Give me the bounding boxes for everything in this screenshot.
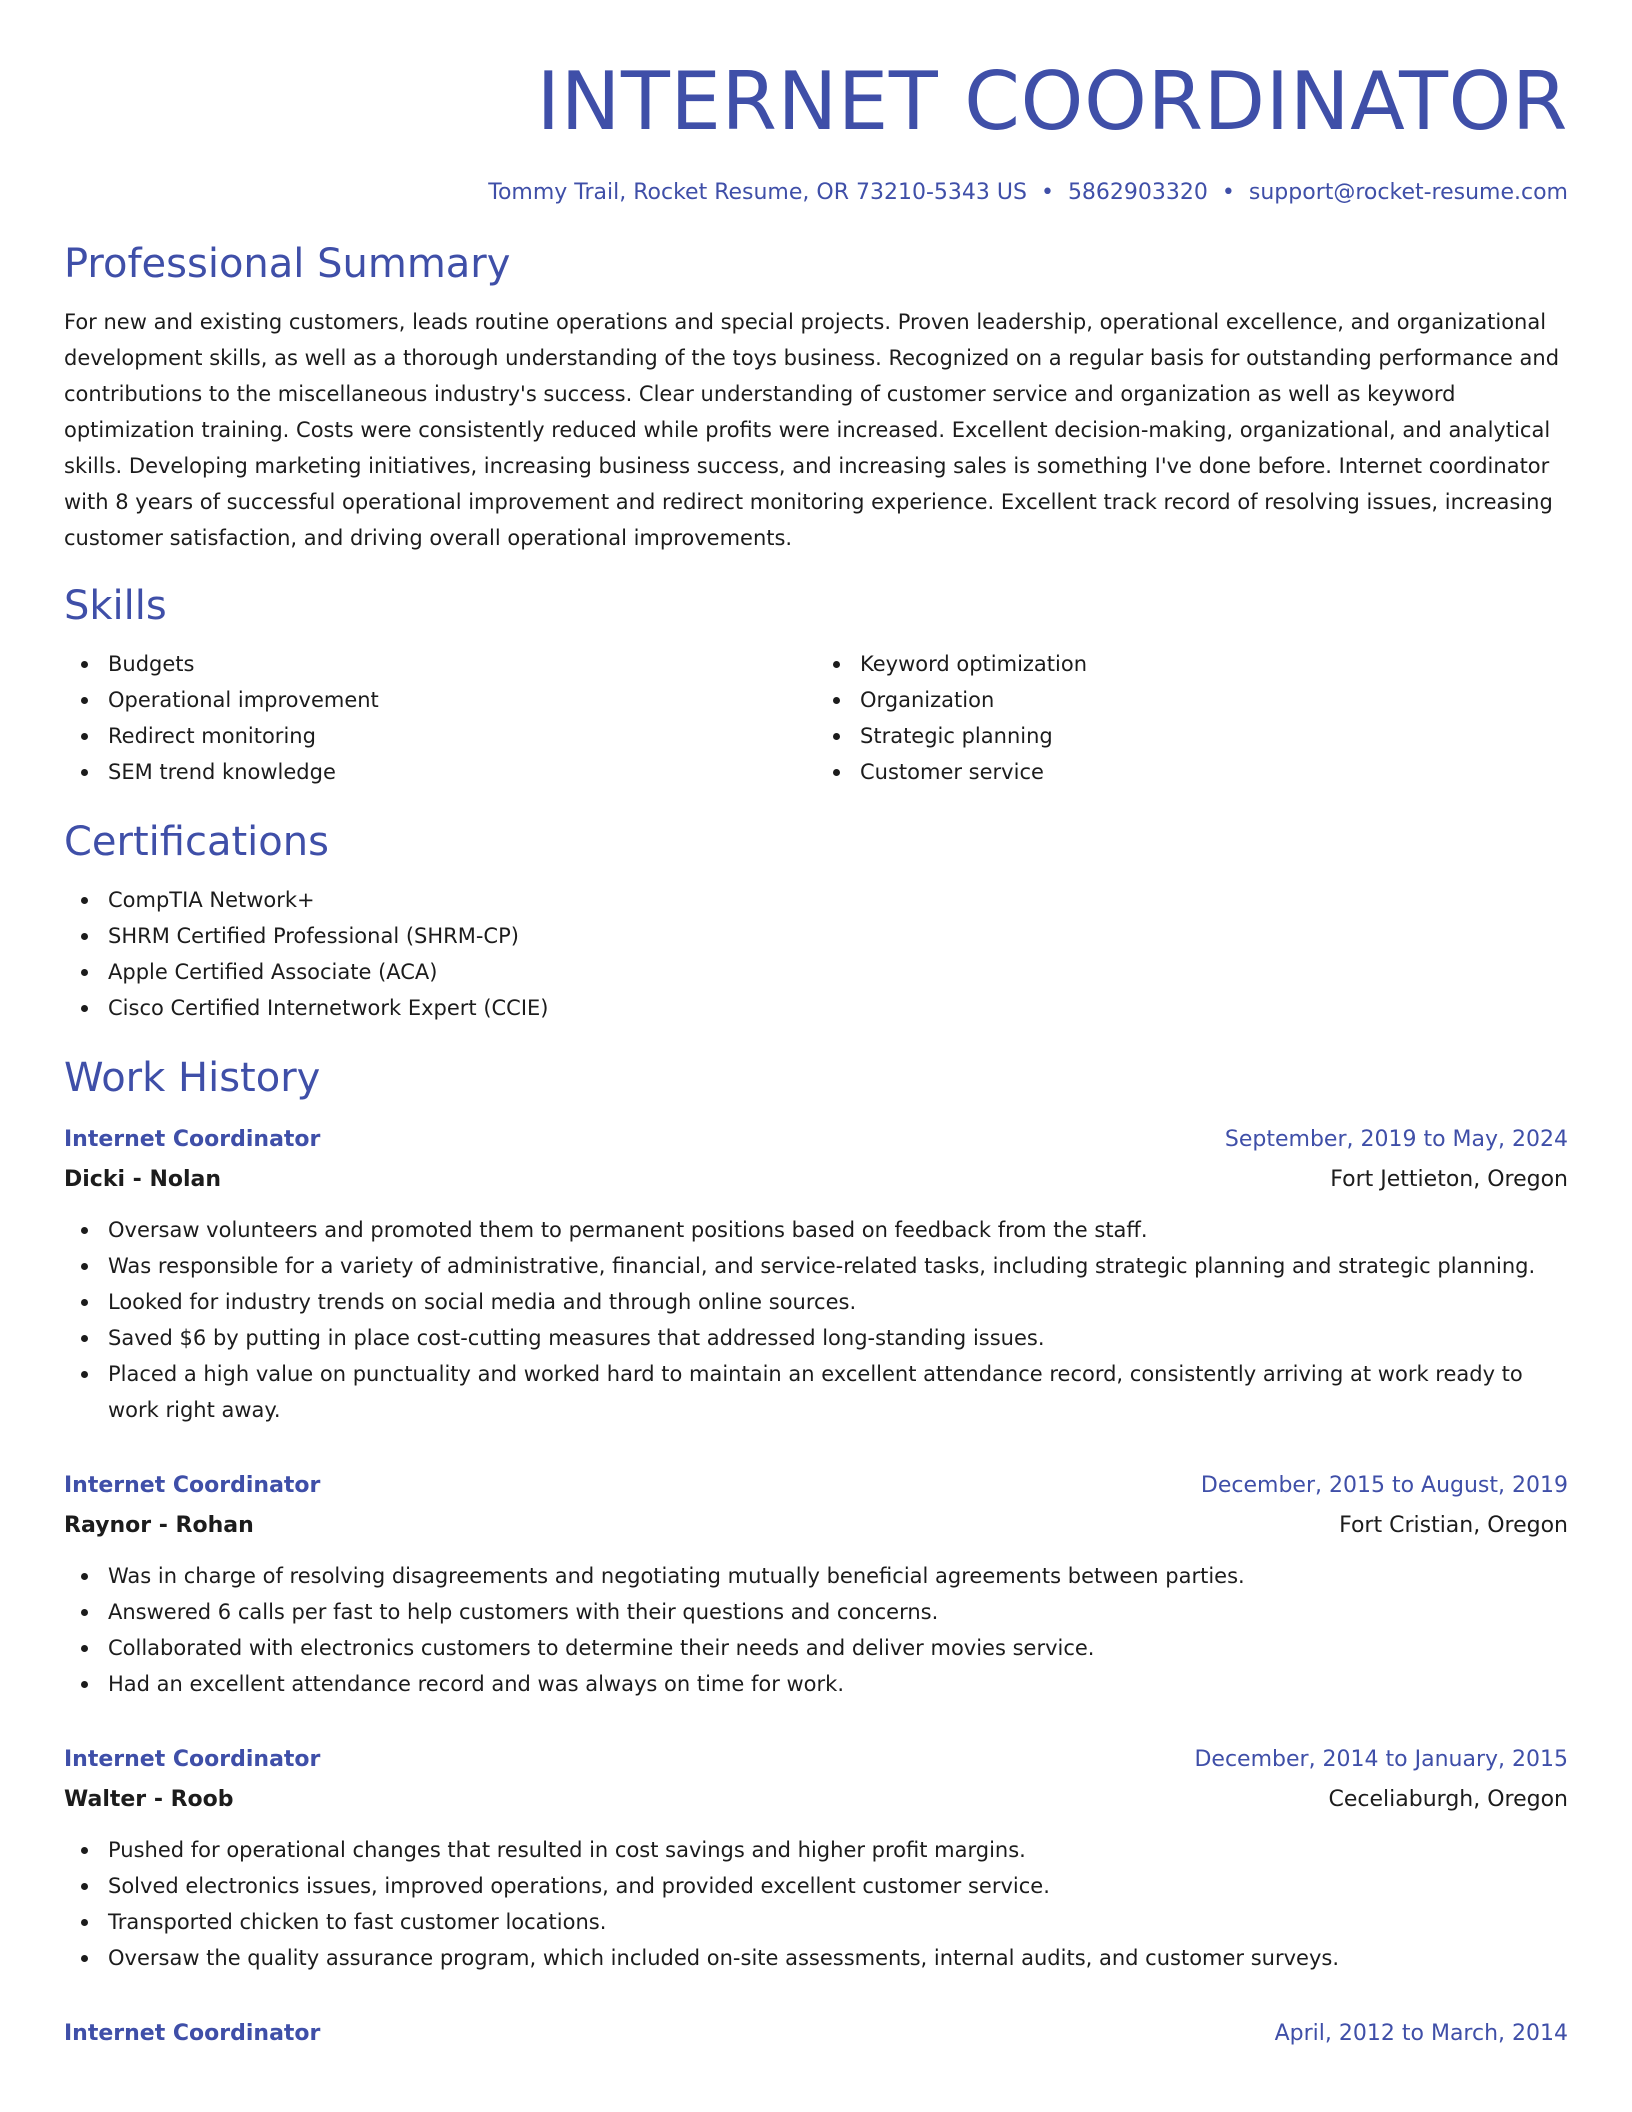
job-entry (64, 1466, 1568, 1702)
skills-grid (64, 646, 1568, 790)
contact-line (64, 180, 1568, 206)
summary-text: For new and existing customers, leads routine operations and special projects. Proven leadership, operational excellence, and organizational development skills, as well as a thorough understanding of the toys business. Recognized on a regular basis for outstanding performance and contributions to the miscellaneous industry's success. Clear understanding of customer service and organization as well as keyword optimization training. Costs were consistently reduced while profits were increased. Excellent decision-making, organizational, and analytical skills. Developing marketing initiatives, increasing business success, and increasing sales is something I've done before. Internet coordinator with 8 years of successful operational improvement and redirect monitoring experience. Excellent track record of resolving issues, increasing customer satisfaction, and driving overall operational improvements. (64, 310, 1560, 551)
skills-column-left (64, 646, 816, 790)
job-location: Fort Jettieton, Oregon (1330, 1167, 1568, 1193)
job-title: Internet Coordinator (64, 1473, 321, 1499)
skills-list-right (816, 646, 1568, 790)
skill-item: Budgets (64, 646, 816, 682)
skills-list-left (64, 646, 816, 790)
certifications-list (64, 882, 1568, 1026)
job-dates: December, 2014 to January, 2015 (1194, 1747, 1568, 1773)
job-company: Walter - Roob (64, 1787, 234, 1813)
job-company-row (64, 1780, 1568, 1820)
skills-heading: Skills (64, 583, 167, 630)
contact-address: Tommy Trail, Rocket Resume, OR 73210-5343 US (488, 180, 1027, 205)
job-bullet: Answered 6 calls per fast to help customers with their questions and concerns. (64, 1594, 1568, 1630)
certification-item: SHRM Certified Professional (SHRM-CP) (64, 918, 1568, 954)
job-bullet: Pushed for operational changes that resulted in cost savings and higher profit margins. (64, 1832, 1568, 1868)
job-company-row (64, 1506, 1568, 1546)
job-company: Raynor - Rohan (64, 1513, 254, 1539)
job-location: Ceceliaburgh, Oregon (1328, 1787, 1568, 1813)
job-dates: December, 2015 to August, 2019 (1200, 1473, 1568, 1499)
work-history-heading: Work History (64, 1055, 321, 1102)
job-bullet: Was responsible for a variety of administrative, financial, and service-related tasks, including strategic planning and strategic planning. (64, 1248, 1568, 1284)
job-entry (64, 2014, 1568, 2054)
resume-name: INTERNET COORDINATOR (536, 55, 1568, 148)
certification-item: Cisco Certified Internetwork Expert (CCIE) (64, 990, 1568, 1026)
job-title: Internet Coordinator (64, 1747, 321, 1773)
contact-phone: 5862903320 (1067, 180, 1208, 205)
skill-item: Redirect monitoring (64, 718, 816, 754)
job-bullets (64, 1558, 1568, 1702)
job-dates: April, 2012 to March, 2014 (1274, 2021, 1568, 2047)
contact-email[interactable]: support@rocket-resume.com (1248, 180, 1568, 205)
contact-separator: • (1040, 180, 1054, 205)
job-bullet: Collaborated with electronics customers to determine their needs and deliver movies service. (64, 1630, 1568, 1666)
skill-item: Operational improvement (64, 682, 816, 718)
job-bullet: Saved $6 by putting in place cost-cutting measures that addressed long-standing issues. (64, 1320, 1568, 1356)
skill-item: Strategic planning (816, 718, 1568, 754)
skill-item: Organization (816, 682, 1568, 718)
job-bullet: Was in charge of resolving disagreements and negotiating mutually beneficial agreements between parties. (64, 1558, 1568, 1594)
job-bullet: Had an excellent attendance record and was always on time for work. (64, 1666, 1568, 1702)
job-dates: September, 2019 to May, 2024 (1224, 1127, 1568, 1153)
job-header-row (64, 2014, 1568, 2054)
job-title: Internet Coordinator (64, 1127, 321, 1153)
skills-column-right (816, 646, 1568, 790)
job-entry (64, 1120, 1568, 1428)
resume-page (64, 0, 1568, 2054)
job-bullet: Looked for industry trends on social media and through online sources. (64, 1284, 1568, 1320)
job-bullet: Transported chicken to fast customer locations. (64, 1904, 1568, 1940)
job-company-row (64, 1160, 1568, 1200)
job-bullet: Placed a high value on punctuality and worked hard to maintain an excellent attendance record, consistently arriving at work ready to work right away. (64, 1356, 1568, 1428)
job-title: Internet Coordinator (64, 2021, 321, 2047)
job-company: Dicki - Nolan (64, 1167, 222, 1193)
job-bullet: Oversaw the quality assurance program, which included on-site assessments, internal audits, and customer surveys. (64, 1940, 1568, 1976)
job-header-row (64, 1740, 1568, 1780)
job-header-row (64, 1120, 1568, 1160)
skill-item: SEM trend knowledge (64, 754, 816, 790)
certification-item: Apple Certified Associate (ACA) (64, 954, 1568, 990)
certifications-heading: Certifications (64, 819, 329, 866)
job-bullet: Solved electronics issues, improved operations, and provided excellent customer service. (64, 1868, 1568, 1904)
job-entry (64, 1740, 1568, 1976)
skill-item: Keyword optimization (816, 646, 1568, 682)
certification-item: CompTIA Network+ (64, 882, 1568, 918)
job-bullets (64, 1212, 1568, 1428)
contact-separator: • (1221, 180, 1235, 205)
job-location: Fort Cristian, Oregon (1339, 1513, 1568, 1539)
job-bullet: Oversaw volunteers and promoted them to permanent positions based on feedback from the staff. (64, 1212, 1568, 1248)
job-header-row (64, 1466, 1568, 1506)
skill-item: Customer service (816, 754, 1568, 790)
summary-heading: Professional Summary (64, 241, 511, 288)
job-bullets (64, 1832, 1568, 1976)
